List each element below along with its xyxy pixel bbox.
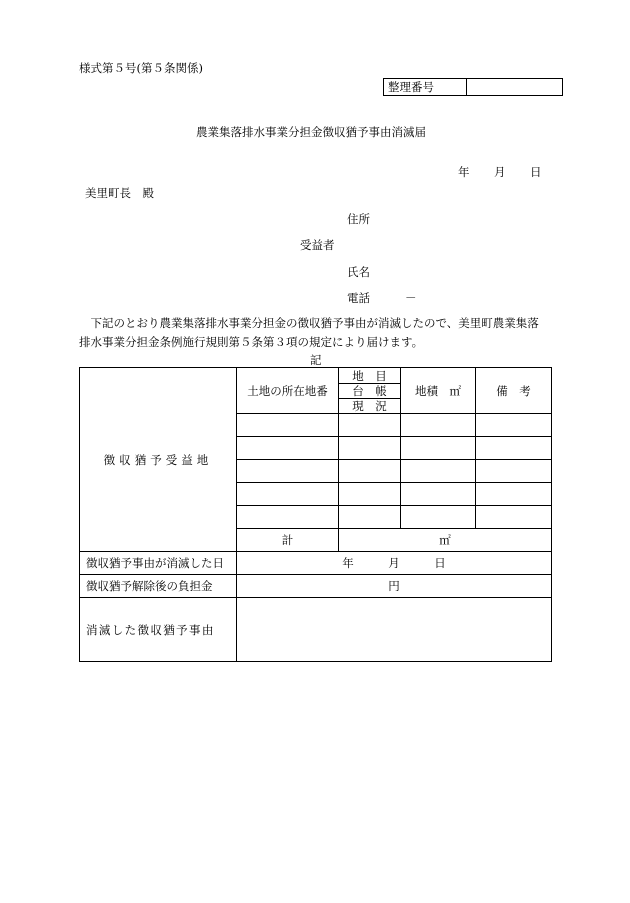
name-label: 氏名 (347, 265, 370, 279)
reason-label: 消滅した徴収猶予事由 (80, 598, 237, 662)
total-area-unit: ㎡ (339, 529, 552, 552)
chimoku-cell[interactable] (339, 414, 401, 437)
body-text (79, 314, 559, 352)
remarks-cell[interactable] (476, 460, 552, 483)
area-cell[interactable] (401, 460, 476, 483)
land-section-label: 徴収猶予受益地 (80, 368, 237, 552)
reason-value[interactable] (237, 598, 552, 662)
date-day: 日 (530, 165, 542, 179)
area-cell[interactable] (401, 414, 476, 437)
addressee: 美里町長 殿 (85, 186, 154, 200)
extinction-date-value[interactable]: 年 月 日 (237, 552, 552, 575)
header-daicho-label: 台 帳 (339, 384, 400, 399)
header-location: 土地の所在地番 (237, 368, 339, 414)
location-cell[interactable] (237, 483, 339, 506)
area-cell[interactable] (401, 483, 476, 506)
date-month: 月 (494, 165, 506, 179)
chimoku-cell[interactable] (339, 483, 401, 506)
address-label: 住所 (347, 212, 370, 226)
header-chimoku (339, 368, 401, 414)
remarks-cell[interactable] (476, 506, 552, 529)
chimoku-cell[interactable] (339, 506, 401, 529)
form-number: 様式第５号(第５条関係) (79, 61, 203, 75)
header-area: 地積 ㎡ (401, 368, 476, 414)
burden-row (80, 575, 552, 598)
header-remarks: 備 考 (476, 368, 552, 414)
body-line-2: 排水事業分担金条例施行規則第５条第３項の規定により届けます。 (79, 335, 424, 349)
chimoku-cell[interactable] (339, 460, 401, 483)
ki-heading: 記 (310, 353, 322, 367)
extinction-date-label: 徴収猶予事由が消滅した日 (80, 552, 237, 575)
body-line-1: 下記のとおり農業集落排水事業分担金の徴収猶予事由が消滅したので、美里町農業集落 (79, 316, 539, 330)
remarks-cell[interactable] (476, 483, 552, 506)
location-cell[interactable] (237, 460, 339, 483)
location-cell[interactable] (237, 506, 339, 529)
remarks-cell[interactable] (476, 414, 552, 437)
burden-label: 徴収猶予解除後の負担金 (80, 575, 237, 598)
extinction-date-row (80, 552, 552, 575)
date-year: 年 (458, 165, 470, 179)
area-cell[interactable] (401, 506, 476, 529)
remarks-cell[interactable] (476, 437, 552, 460)
seiri-number-label: 整理番号 (384, 79, 467, 96)
header-chimoku-label: 地 目 (339, 369, 400, 384)
land-table (79, 367, 552, 662)
burden-unit[interactable]: 円 (237, 575, 552, 598)
location-cell[interactable] (237, 414, 339, 437)
location-cell[interactable] (237, 437, 339, 460)
phone-label: 電話 (347, 291, 370, 305)
chimoku-cell[interactable] (339, 437, 401, 460)
total-label: 計 (237, 529, 339, 552)
phone-dash: － (405, 291, 417, 305)
reason-row (80, 598, 552, 662)
beneficiary-label: 受益者 (300, 238, 335, 252)
header-genkyo-label: 現 況 (352, 398, 387, 413)
document-title: 農業集落排水事業分担金徴収猶予事由消滅届 (196, 125, 426, 139)
seiri-number-field[interactable] (467, 79, 563, 96)
seiri-number-box (383, 78, 563, 96)
area-cell[interactable] (401, 437, 476, 460)
